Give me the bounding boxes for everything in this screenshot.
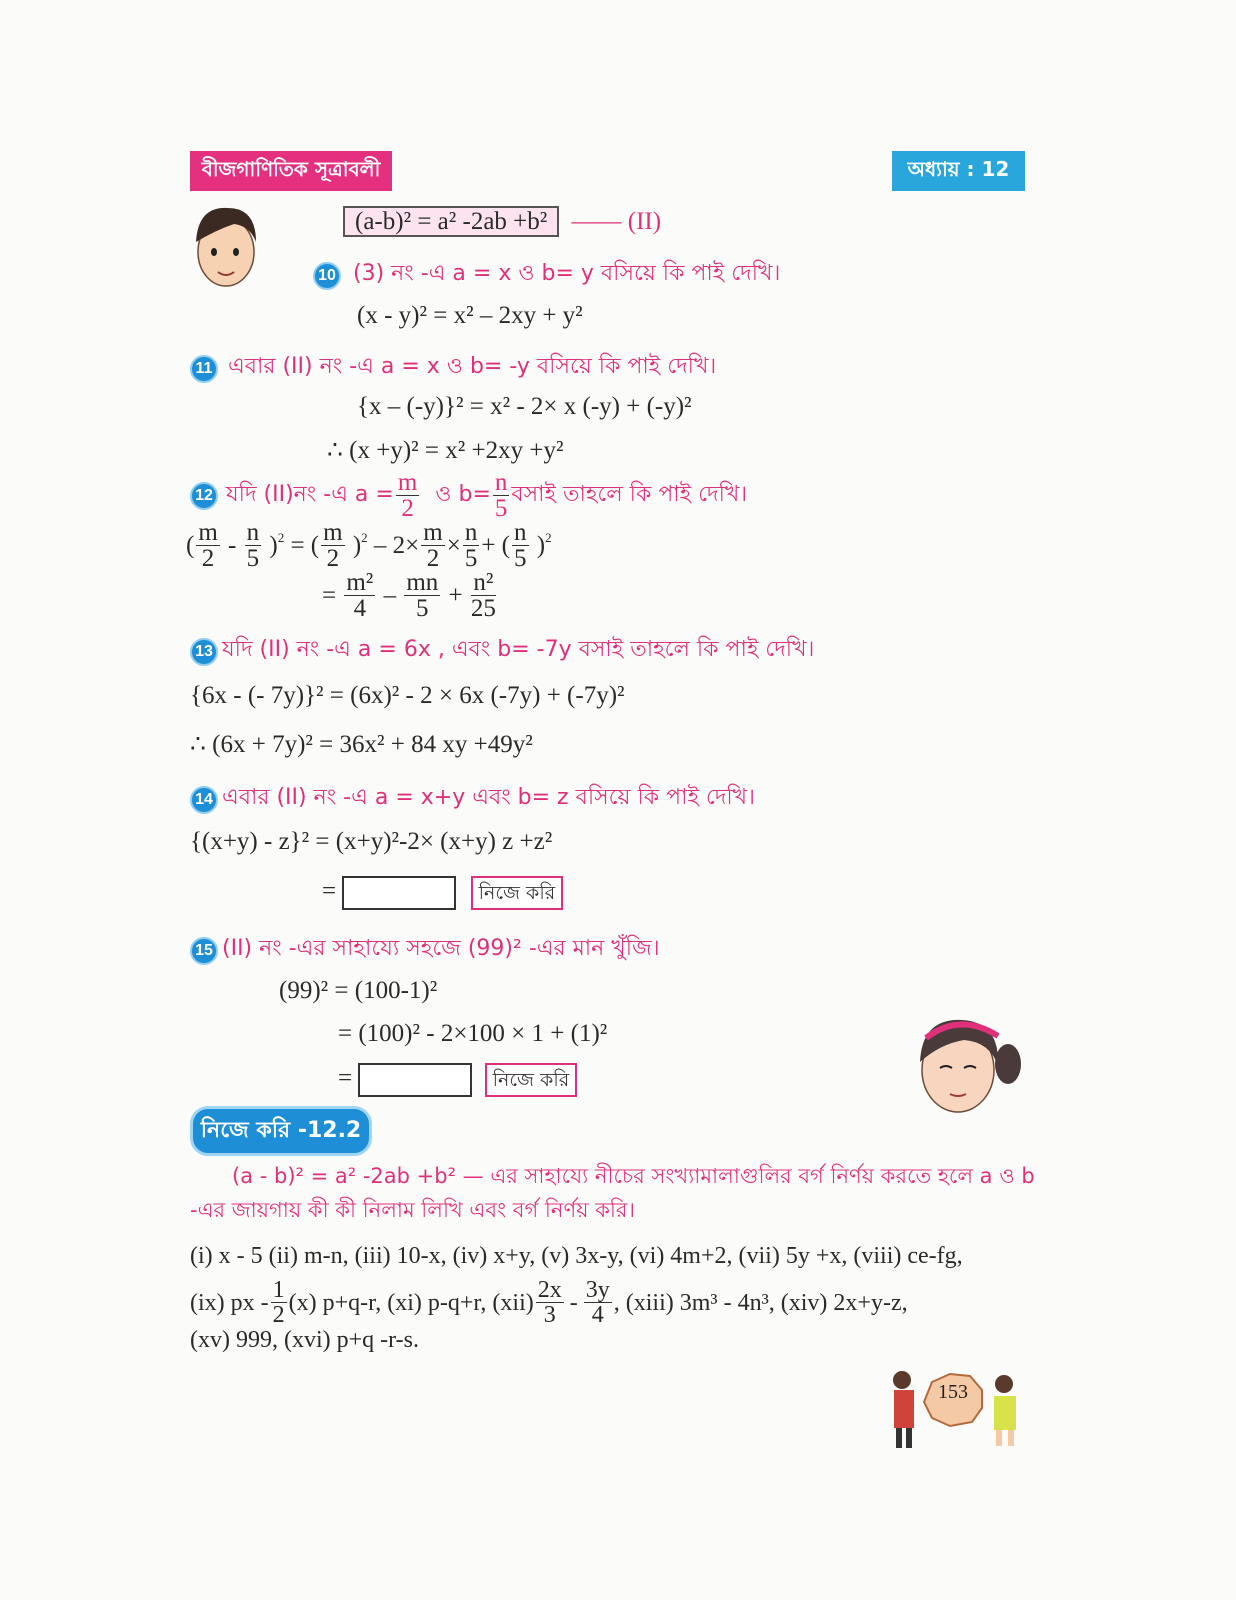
item15-equation-1: (99)² = (100-1)² (279, 977, 438, 1004)
item-number-14: 14 (190, 786, 218, 814)
exercise-list-line-1: (i) x - 5 (ii) m-n, (iii) 10-x, (iv) x+y, (v) 3x-y, (vi) 4m+2, (vii) 5y +x, (viii) ce-fg, (190, 1243, 963, 1269)
item12-text-a: যদি (II)নং -এ a = (226, 482, 394, 507)
exercise-list-line-2: (ix) px - $\frac{1}{2}$ (x) p+q-r, (xi) p-q+r, (xii) $\frac{2x}{3}$ - $\frac{3y}{4}$ , (xiii) 3m³ - 4n³, (xiv) 2x+y-z, (190, 1277, 908, 1328)
item13-equation-1: {6x - (- 7y)}² = (6x)² - 2 × 6x (-7y) + (-7y)² (190, 682, 625, 709)
item11-text: এবার (II) নং -এ a = x ও b= -y বসিয়ে কি পাই দেখি। (228, 354, 717, 379)
formula-ii-tag: —— (II) (571, 208, 662, 235)
item12-equation-2: = $\frac{\text{m²}}{4}$ – $\frac{mn}{5}$ + $\frac{\text{n²}}{25}$ (322, 569, 496, 622)
item-number-12: 12 (190, 482, 218, 510)
activity-heading: নিজে করি -12.2 (190, 1106, 372, 1156)
chapter-number-tag: অধ্যায় : 12 (892, 151, 1025, 191)
children-holding-page-number-illustration (880, 1366, 1030, 1450)
fraction-n-over-5: $\frac{n}{5}$ (494, 469, 508, 522)
formula-ii-box: (a-b)² = a² -2ab +b² (343, 206, 559, 237)
item-number-11: 11 (190, 355, 218, 383)
item13-text: যদি (II) নং -এ a = 6x , এবং b= -7y বসাই তাহলে কি পাই দেখি। (222, 637, 815, 662)
item14-equation-1: {(x+y) - z}² = (x+y)²-2× (x+y) z +z² (190, 828, 553, 855)
page-number: 153 (938, 1381, 968, 1403)
item12-text-b: ও b= (435, 482, 491, 507)
item-number-10: 10 (313, 262, 341, 290)
girl-face-illustration (912, 1012, 1024, 1118)
item11-equation-1: {x – (-y)}² = x² - 2× x (-y) + (-y)² (357, 393, 692, 420)
item12-equation-1: ( $\frac{m}{2}$ - $\frac{n}{5}$ )$^2$ = ( $\frac{m}{2}$ )$^2$ – 2× $\frac{m}{2}$ × $\frac{n}{5}$ + ( $\frac{n}{5}$ )$^2$ (186, 519, 552, 572)
self-do-label-15: নিজে করি (485, 1063, 578, 1097)
item11-equation-2: ∴ (x +y)² = x² +2xy +y² (327, 437, 564, 464)
item15-equation-2: = (100)² - 2×100 × 1 + (1)² (338, 1020, 608, 1047)
chapter-title-tag: বীজগাণিতিক সূত্রাবলী (190, 151, 392, 191)
item-number-13: 13 (190, 638, 218, 666)
item12-text-c: বসাই তাহলে কি পাই দেখি। (511, 482, 748, 507)
item13-equation-2: ∴ (6x + 7y)² = 36x² + 84 xy +49y² (190, 731, 533, 758)
item10-text: (3) নং -এ a = x ও b= y বসিয়ে কি পাই দেখি। (353, 261, 781, 286)
activity-instruction-line-1: (a - b)² = a² -2ab +b² — এর সাহায্যে নীচের সংখ্যামালাগুলির বর্গ নির্ণয় করতে হলে a ও b (232, 1164, 1035, 1188)
answer-box-15[interactable] (358, 1063, 472, 1097)
item10-equation: (x - y)² = x² – 2xy + y² (357, 302, 583, 329)
item15-text: (II) নং -এর সাহায্যে সহজে (99)² -এর মান খুঁজি। (222, 936, 660, 961)
fraction-m-over-2: $\frac{m}{2}$ (397, 469, 418, 522)
boy-face-illustration (190, 202, 262, 294)
activity-instruction-line-2: -এর জায়গায় কী কী নিলাম লিখি এবং বর্গ নির্ণয় করি। (190, 1198, 635, 1222)
exercise-list-line-3: (xv) 999, (xvi) p+q -r-s. (190, 1327, 420, 1353)
item-number-15: 15 (190, 937, 218, 965)
self-do-label-14: নিজে করি (471, 876, 564, 910)
answer-box-14[interactable] (342, 876, 456, 910)
item14-text: এবার (II) নং -এ a = x+y এবং b= z বসিয়ে কি পাই দেখি। (222, 785, 755, 810)
